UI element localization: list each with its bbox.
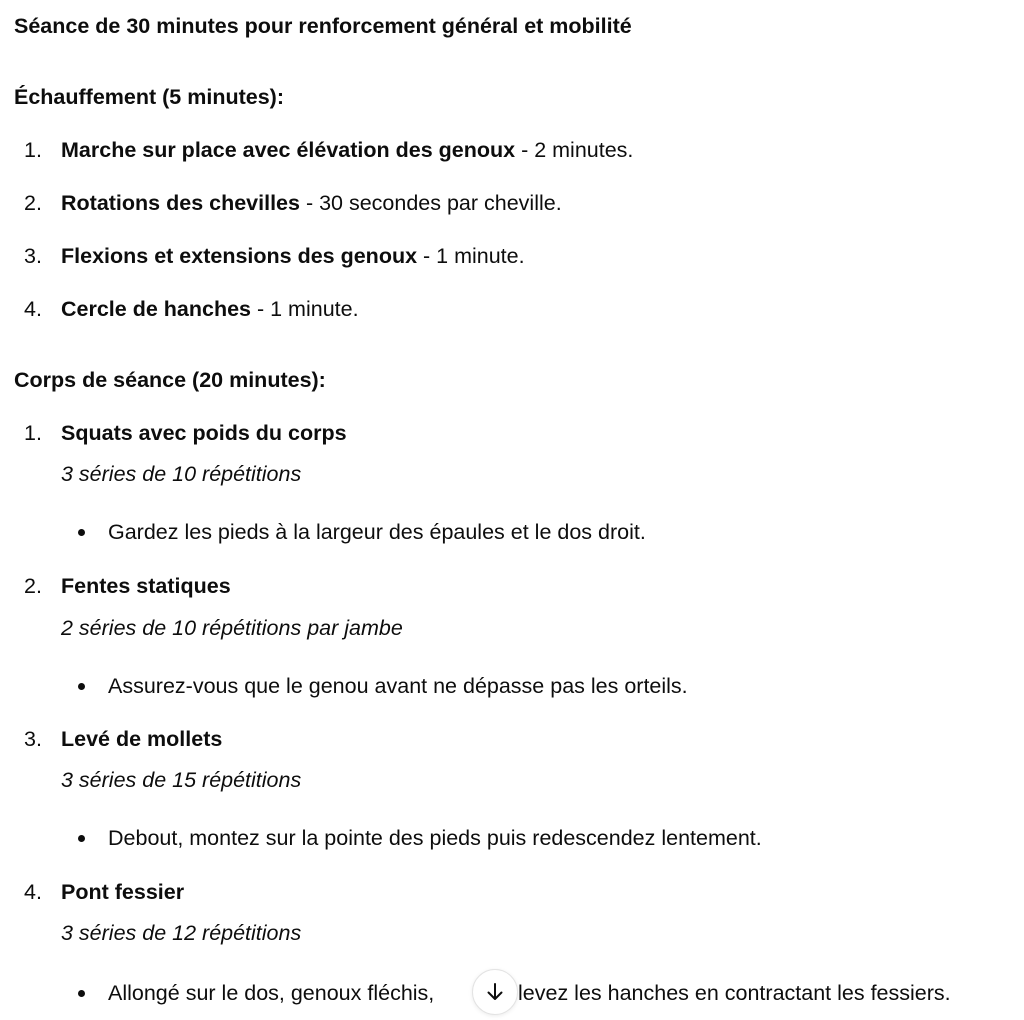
exercise-name: Flexions et extensions des genoux xyxy=(61,244,418,268)
exercise-name: Pont fessier xyxy=(61,880,185,904)
arrow-down-icon xyxy=(484,981,506,1003)
list-number: 1. xyxy=(24,421,42,445)
bullet-dot xyxy=(78,990,85,997)
list-number: 2. xyxy=(24,574,42,598)
exercise-tip: Debout, montez sur la pointe des pieds puis redescendez lentement. xyxy=(108,826,762,850)
exercise-name: Cercle de hanches xyxy=(61,297,252,321)
exercise-sets: 3 séries de 15 répétitions xyxy=(61,768,302,792)
list-number: 4. xyxy=(24,297,42,321)
warmup-heading: Échauffement (5 minutes): xyxy=(14,85,284,109)
bullet-dot xyxy=(78,683,85,690)
exercise-tip-start: Allongé sur le dos, genoux fléchis, xyxy=(108,981,435,1005)
list-number: 3. xyxy=(24,244,42,268)
page-title: Séance de 30 minutes pour renforcement général et mobilité xyxy=(14,14,632,38)
exercise-detail: - 1 minute. xyxy=(251,297,359,321)
exercise-tip: Assurez-vous que le genou avant ne dépasse pas les orteils. xyxy=(108,674,688,698)
exercise-sets: 3 séries de 10 répétitions xyxy=(61,462,302,486)
main-session-heading: Corps de séance (20 minutes): xyxy=(14,368,326,392)
scroll-to-bottom-button[interactable] xyxy=(472,969,518,1015)
list-number: 2. xyxy=(24,191,42,215)
exercise-name: Marche sur place avec élévation des genoux xyxy=(61,138,516,162)
list-number: 4. xyxy=(24,880,42,904)
exercise-name: Squats avec poids du corps xyxy=(61,421,347,445)
exercise-tip-end: levez les hanches en contractant les fessiers. xyxy=(518,981,951,1005)
exercise-sets: 2 séries de 10 répétitions par jambe xyxy=(61,616,403,640)
exercise-sets: 3 séries de 12 répétitions xyxy=(61,921,302,945)
list-number: 3. xyxy=(24,727,42,751)
bullet-dot xyxy=(78,835,85,842)
exercise-tip: Gardez les pieds à la largeur des épaules et le dos droit. xyxy=(108,520,646,544)
exercise-detail: - 2 minutes. xyxy=(515,138,634,162)
exercise-name: Levé de mollets xyxy=(61,727,223,751)
bullet-dot xyxy=(78,529,85,536)
exercise-detail: - 30 secondes par cheville. xyxy=(299,191,562,215)
list-number: 1. xyxy=(24,138,42,162)
exercise-detail: - 1 minute. xyxy=(417,244,525,268)
exercise-name: Fentes statiques xyxy=(61,574,231,598)
exercise-name: Rotations des chevilles xyxy=(61,191,300,215)
